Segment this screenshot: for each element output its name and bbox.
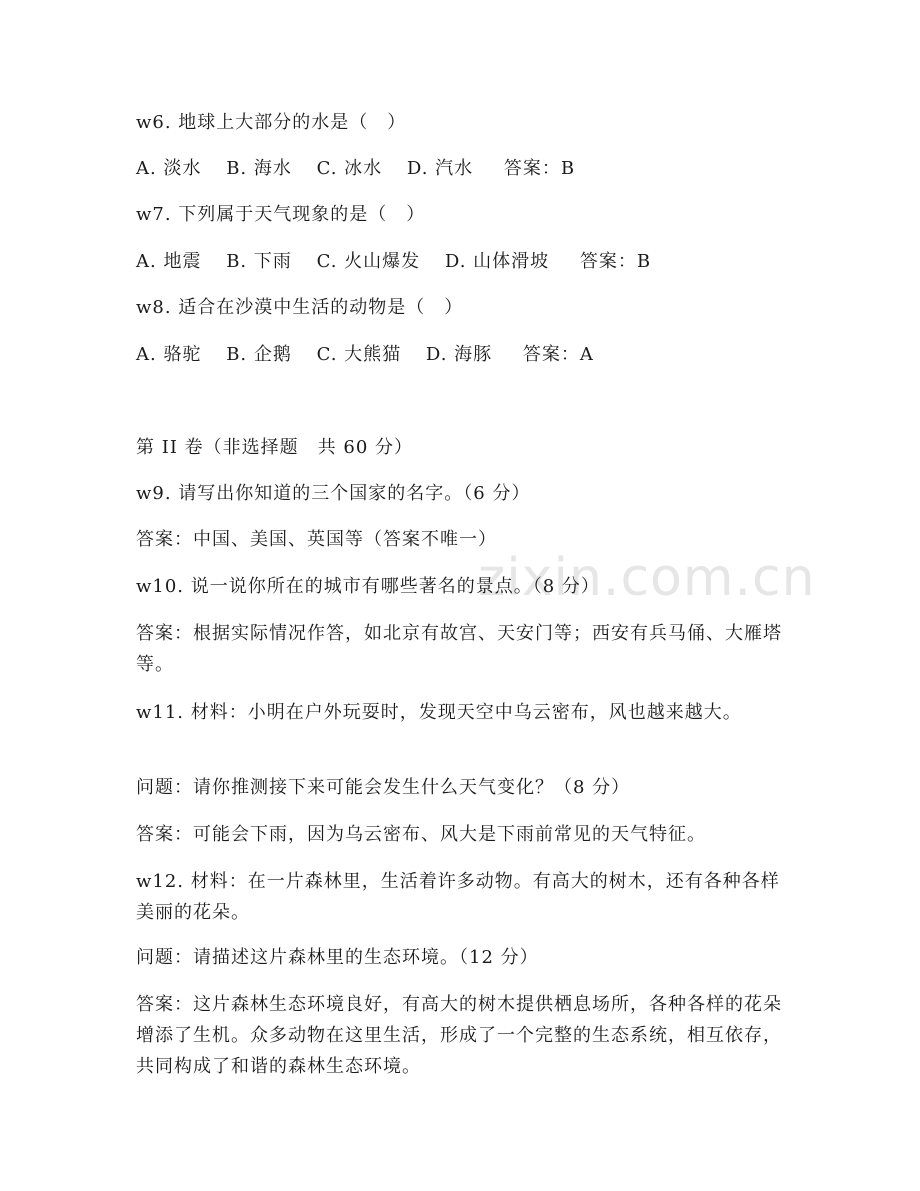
option-c: C. 冰水 — [316, 158, 383, 179]
option-b: B. 下雨 — [226, 251, 292, 272]
answer-w12: 答案：这片森林生态环境良好，有高大的树木提供栖息场所，各种各样的花朵增添了生机。众多动物在这里生活，形成了一个完整的生态系统，相互依存，共同构成了和谐的森林生态环境。 — [136, 994, 782, 1077]
material-w11: w11. 材料：小明在户外玩耍时，发现天空中乌云密布，风也越来越大。 — [136, 702, 742, 723]
option-c: C. 火山爆发 — [316, 251, 421, 272]
option-a: A. 骆驼 — [136, 344, 202, 365]
option-d: D. 海豚 — [425, 344, 493, 365]
option-d: D. 汽水 — [406, 158, 474, 179]
question-w6-stem: w6. 地球上大部分的水是（ ） — [136, 112, 407, 133]
answer-w11: 答案：可能会下雨，因为乌云密布、风大是下雨前常见的天气特征。 — [136, 824, 706, 845]
answer-w9: 答案：中国、美国、英国等（答案不唯一） — [136, 529, 497, 550]
question-w7-stem: w7. 下列属于天气现象的是（ ） — [136, 204, 426, 225]
question-w9: w9. 请写出你知道的三个国家的名字。（6 分） — [136, 483, 531, 504]
question-w10: w10. 说一说你所在的城市有哪些著名的景点。（8 分） — [136, 576, 600, 597]
option-a: A. 地震 — [136, 251, 202, 272]
question-w7-options — [136, 251, 651, 273]
option-c: C. 大熊猫 — [316, 344, 402, 365]
answer-w10: 答案：根据实际情况作答，如北京有故宫、天安门等；西安有兵马俑、大雁塔等。 — [136, 623, 782, 675]
question-w11: 问题：请你推测接下来可能会发生什么天气变化？（8 分） — [136, 777, 631, 798]
option-b: B. 海水 — [226, 158, 292, 179]
question-w12: 问题：请描述这片森林里的生态环境。（12 分） — [136, 947, 539, 968]
watermark-text: zixin.com.cn — [478, 548, 816, 608]
material-w12: w12. 材料：在一片森林里，生活着许多动物。有高大的树木，还有各种各样美丽的花朵。 — [136, 871, 780, 923]
answer-label: 答案：B — [579, 251, 652, 272]
answer-label: 答案：A — [522, 344, 594, 365]
question-w8-stem: w8. 适合在沙漠中生活的动物是（ ） — [136, 297, 464, 318]
option-a: A. 淡水 — [136, 158, 202, 179]
section-title: 第 II 卷（非选择题 共 60 分） — [136, 437, 414, 458]
option-b: B. 企鹅 — [226, 344, 292, 365]
question-w6-options — [136, 158, 575, 180]
question-w8-options — [136, 344, 594, 366]
option-d: D. 山体滑坡 — [444, 251, 550, 272]
answer-label: 答案：B — [503, 158, 576, 179]
